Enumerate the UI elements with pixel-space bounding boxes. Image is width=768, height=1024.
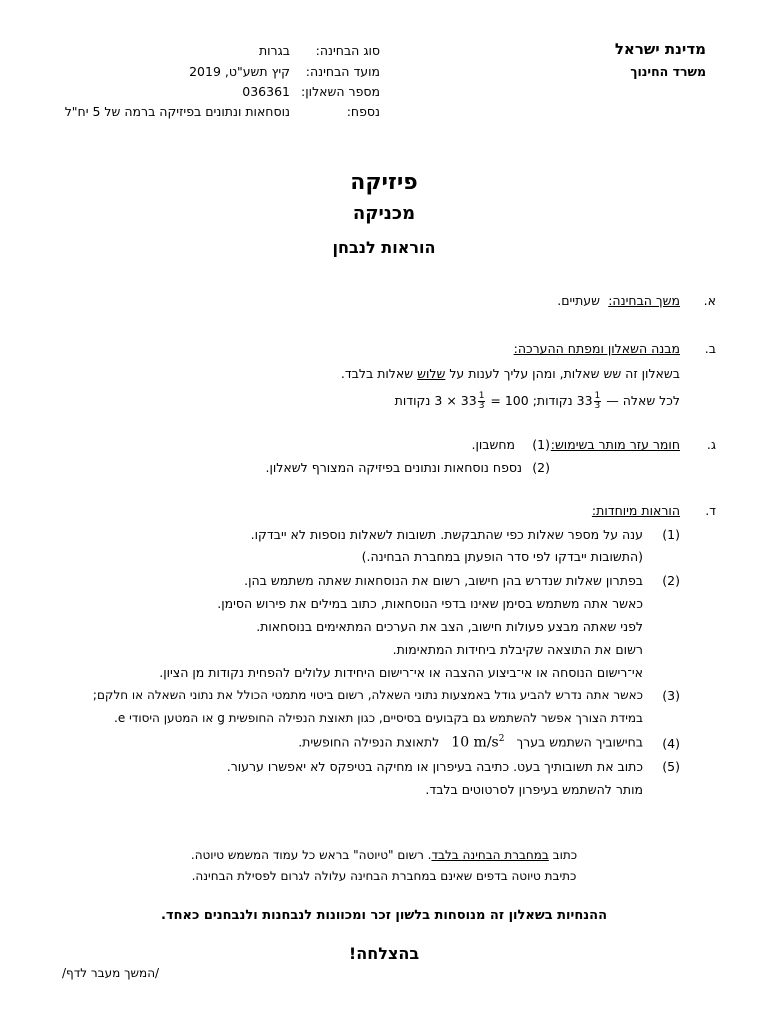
- rule-3-line-2: במידת הצורך אפשר להשתמש גם בקבועים בסיסיים, כגון תאוצת הנפילה החופשית g או המטען היסודי e.: [114, 711, 643, 725]
- instructions-title: הוראות לנבחן: [332, 238, 436, 257]
- fraction-numerator: 1: [594, 391, 601, 401]
- draft-note-start: כתוב: [548, 848, 578, 862]
- rule-2-num: (2): [662, 573, 680, 588]
- rule-5-line-1: כתוב את תשובותיך בעט. כתיבה בעיפרון או מחיקה בטיפקס לא יאפשרו ערעור.: [226, 759, 643, 774]
- questionnaire-number-label: מספר השאלון:: [301, 84, 380, 99]
- formula-denominator: 3: [478, 401, 485, 411]
- section-b-letter: ב.: [704, 341, 716, 356]
- draft-note-line-1: [0, 848, 768, 862]
- draft-note-underlined: במחברת הבחינה בלבד: [431, 848, 549, 862]
- section-b-line1-underlined: שלוש: [417, 366, 446, 381]
- questionnaire-number-value: 036361: [242, 84, 290, 99]
- rule-3-num: (3): [662, 688, 680, 703]
- rule-2-line-4: רשום את התוצאה שקיבלת ביחידות המתאימות.: [392, 642, 643, 657]
- fraction-denominator: 3: [594, 401, 601, 411]
- rule-5-line-2: מותר להשתמש בעיפרון לסרטוטים בלבד.: [425, 782, 643, 797]
- rule-5-num: (5): [662, 759, 680, 774]
- gender-note: ההנחיות בשאלון זה מנוסחות בלשון זכר ומכוונות לנבחנות ולנבחנים כאחד.: [160, 908, 608, 923]
- exam-type-label: סוג הבחינה:: [315, 43, 380, 58]
- equals-hundred: = 100: [490, 393, 529, 408]
- section-a-text: שעתיים.: [557, 293, 600, 308]
- rule-4-text-start: בחישוביך השתמש בערך: [516, 734, 643, 750]
- rule-2-line-2: כאשר אתה משתמש בסימן שאינו בדפי הנוסחאות, כתוב במילים את פירוש הסימן.: [217, 596, 643, 611]
- gravity-value-text: 10 m/s: [451, 734, 499, 751]
- gravity-value: [451, 734, 504, 751]
- ministry-name: משרד החינוך: [630, 64, 706, 79]
- total-points-formula: [434, 392, 528, 411]
- rule-4-text-end: לתאוצת הנפילה החופשית.: [298, 734, 440, 750]
- section-d-heading: הוראות מיוחדות:: [591, 503, 680, 518]
- rule-2-line-3: לפני שאתה מבצע פעולות חישוב, הצב את הערכים המתאימים בנוסחאות.: [256, 619, 643, 634]
- aid-item-2-num: (2): [532, 460, 550, 475]
- rule-3-line-1: כאשר אתה נדרש להביע גודל באמצעות נתוני השאלה, רשום ביטוי מתמטי הכולל את נתוני השאלה או חלקם;: [92, 688, 643, 702]
- rule-1-num: (1): [662, 527, 680, 542]
- exam-date-value: קיץ תשע"ט, 2019: [189, 64, 290, 79]
- points-word: נקודות;: [532, 393, 573, 408]
- rule-4-num: (4): [662, 736, 680, 751]
- aid-item-1-text: מחשבון.: [471, 437, 515, 452]
- state-name: מדינת ישראל: [614, 40, 706, 58]
- formula-fraction: [478, 392, 486, 411]
- points-fraction: [594, 392, 602, 411]
- section-c-heading: חומר עזר מותר בשימוש:: [550, 437, 680, 452]
- aid-item-1-num: (1): [532, 437, 550, 452]
- draft-note-line-2: כתיבת טיוטה בדפים שאינם במחברת הבחינה עלולה לגרום לפסילת הבחינה.: [191, 869, 577, 883]
- rule-2-line-5: אי־רישום הנוסחה או אי־ביצוע ההצבה או אי־רישום היחידות עלולים להפחית נקודות מן הציון.: [159, 665, 643, 680]
- section-b-heading: מבנה השאלון ומפתח ההערכה:: [513, 341, 680, 356]
- section-a-heading: משך הבחינה:: [608, 293, 680, 308]
- times-three: 3 ×: [434, 393, 457, 408]
- topic-title: מכניקה: [352, 203, 416, 224]
- continued-note: /המשך מעבר לדף/: [62, 966, 160, 980]
- aid-item-2-text: נספח נוסחאות ונתונים בפיזיקה המצורף לשאלון.: [265, 460, 522, 475]
- draft-note-end: . רשום "טיוטה" בראש כל עמוד המשמש טיוטה.: [190, 848, 432, 862]
- section-b-line2: [395, 392, 680, 411]
- subject-title: פיזיקה: [350, 170, 418, 195]
- section-b-line1-end: שאלות בלבד.: [340, 366, 418, 381]
- formula-whole: 33: [460, 393, 477, 408]
- points-per-question: [577, 392, 603, 411]
- formula-numerator: 1: [478, 391, 485, 401]
- section-b-points-label: לכל שאלה —: [606, 393, 680, 408]
- points-word-total: נקודות: [394, 393, 431, 408]
- good-luck: בהצלחה!: [348, 944, 420, 963]
- rule-1-line-1: ענה על מספר שאלות כפי שהתבקשת. תשובות לשאלות נוספות לא ייבדקו.: [250, 527, 643, 542]
- section-d-letter: ד.: [705, 503, 716, 518]
- appendix-label: נספח:: [346, 104, 380, 119]
- section-b-line1: [341, 366, 680, 381]
- rule-1-line-2: (התשובות ייבדקו לפי סדר הופעתן במחברת הבחינה.): [361, 549, 643, 564]
- rule-4-line: [298, 734, 643, 751]
- rule-2-line-1: בפתרון שאלות שנדרש בהן חישוב, רשום את הנוסחאות שאתה משתמש בהן.: [244, 573, 643, 588]
- gravity-exponent: 2: [498, 734, 505, 744]
- exam-date-label: מועד הבחינה:: [305, 64, 380, 79]
- appendix-value: נוסחאות ונתונים בפיזיקה ברמה של 5 יח"ל: [64, 104, 290, 119]
- section-c-letter: ג.: [706, 437, 716, 452]
- points-whole: 33: [576, 393, 593, 408]
- section-b-line1-text: בשאלון זה שש שאלות, ומהן עליך לענות על: [445, 366, 680, 381]
- section-a-letter: א.: [703, 293, 716, 308]
- exam-type-value: בגרות: [258, 43, 290, 58]
